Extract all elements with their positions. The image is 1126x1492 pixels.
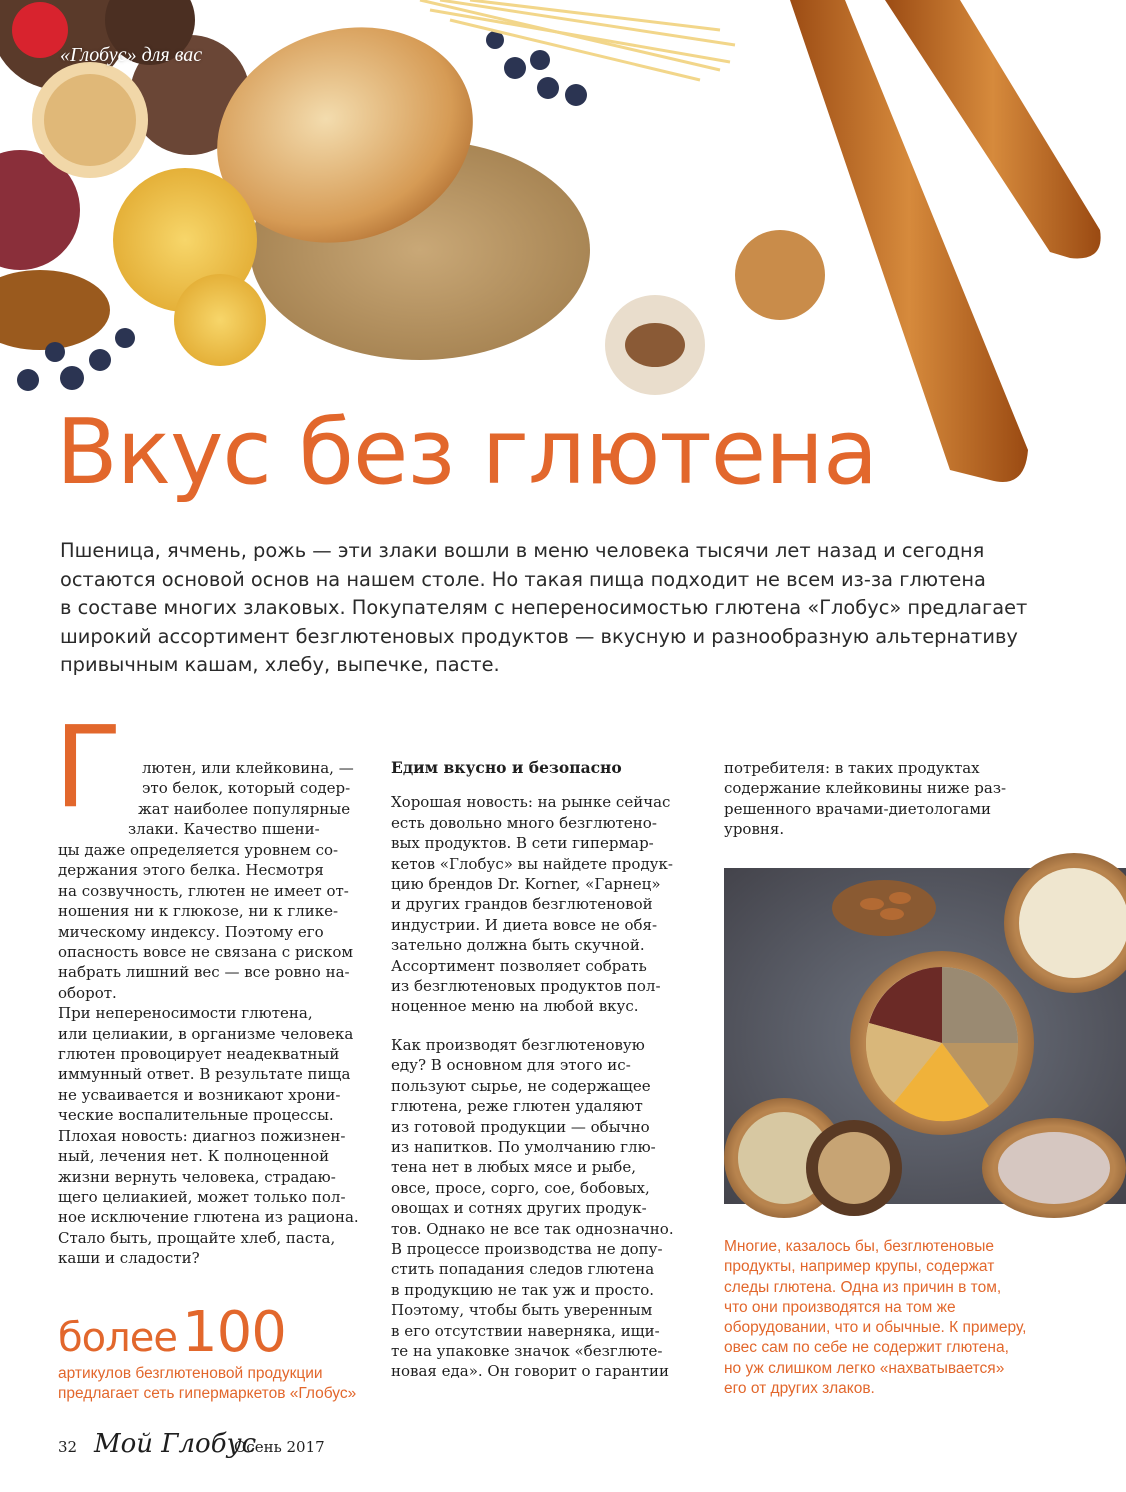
text-line: вых продуктов. В сети гипермар-: [391, 834, 654, 853]
lead-line: Пшеница, ячмень, рожь — эти злаки вошли в меню человека тысячи лет назад и сегодня: [60, 539, 985, 562]
text-line: жизни вернуть человека, страдаю-: [58, 1167, 336, 1186]
text-line: цию брендов Dr. Korner, «Гарнец»: [391, 875, 661, 894]
magazine-logo-text: Мой Глобус: [94, 1429, 257, 1459]
text-line: ноценное меню на любой вкус.: [391, 997, 639, 1016]
caption-line: следы глютена. Одна из причин в том,: [724, 1278, 1002, 1296]
text-line: решенного врачами-диетологами: [724, 799, 992, 818]
column-1-indented: [128, 758, 354, 840]
stat-line: артикулов безглютеновой продукции: [58, 1365, 323, 1382]
text-line: на созвучность, глютен не имеет от-: [58, 881, 349, 900]
text-line: При непереносимости глютена,: [58, 1004, 313, 1023]
text-line: из напитков. По умолчанию глю-: [391, 1137, 656, 1156]
text-line: Стало быть, прощайте хлеб, паста,: [58, 1228, 336, 1247]
text-line: тена нет в любых мясе и рыбе,: [391, 1158, 636, 1177]
text-line: в его отсутствии наверняка, ищи-: [391, 1321, 660, 1340]
stat-description: [58, 1364, 356, 1404]
text-line: еду? В основном для этого ис-: [391, 1056, 631, 1075]
text-line: зательно должна быть скучной.: [391, 936, 645, 955]
text-line: индустрии. И диета вовсе не обя-: [391, 915, 658, 934]
caption-line: его от других злаков.: [724, 1380, 875, 1398]
text-line: и других грандов безглютеновой: [391, 895, 653, 914]
text-line: это белок, который содер-: [142, 779, 351, 798]
lead-line: привычным кашам, хлебу, выпечке, пасте.: [60, 653, 500, 676]
text-line: содержание клейковины ниже раз-: [724, 779, 1007, 798]
text-line: овсе, просе, сорго, сое, бобовых,: [391, 1178, 650, 1197]
caption-line: овес сам по себе не содержит глютена,: [724, 1339, 1009, 1357]
text-line: ное исключение глютена из рациона.: [58, 1208, 359, 1227]
text-line: потребителя: в таких продуктах: [724, 759, 980, 777]
text-line: есть довольно много безглютено-: [391, 813, 657, 832]
paragraph-gap: [391, 1017, 674, 1035]
text-line: Плохая новость: диагноз пожизнен-: [58, 1126, 346, 1145]
lead-line: остаются основой основ на нашем столе. Но такая пища подходит не всем из-за глютена: [60, 567, 986, 591]
issue-season: Осень 2017: [234, 1438, 325, 1456]
photo-caption: [724, 1237, 1026, 1399]
text-line: каши и сладости?: [58, 1249, 200, 1268]
text-line: глютена, реже глютен удаляют: [391, 1097, 643, 1116]
text-line: не усваивается и возникают хрони-: [58, 1085, 341, 1104]
text-line: ношения ни к глюкозе, ни к глике-: [58, 902, 339, 921]
text-line: оборот.: [58, 983, 117, 1002]
column-2: [391, 758, 674, 1382]
text-line: жат наиболее популярные: [138, 799, 351, 818]
section-subhead: Едим вкусно и безопасно: [391, 758, 622, 777]
stat-highlight: [58, 1300, 286, 1365]
caption-line: оборудовании, что и обычные. К примеру,: [724, 1319, 1027, 1337]
stat-prefix: более: [58, 1315, 177, 1361]
caption-line: что они производятся на том же: [724, 1298, 956, 1316]
caption-line: Многие, казалось бы, безглютеновые: [724, 1238, 994, 1255]
section-kicker: «Глобус» для вас: [60, 44, 203, 66]
text-line: Ассортимент позволяет собрать: [391, 956, 647, 975]
text-line: или целиакии, в организме человека: [58, 1024, 354, 1043]
text-line: цы даже определяется уровнем со-: [58, 841, 339, 859]
article-lead: [60, 537, 1070, 680]
lead-line: широкий ассортимент безглютеновых продуктов — вкусную и разнообразную альтернативу: [60, 624, 1018, 648]
text-line: Хорошая новость: на рынке сейчас: [391, 793, 671, 812]
text-line: лютен, или клейковина, —: [142, 759, 354, 777]
caption-line: но уж слишком легко «нахватывается»: [724, 1359, 1005, 1377]
text-line: из безглютеновых продуктов пол-: [391, 977, 661, 996]
text-line: глютен провоцирует неадекватный: [58, 1045, 340, 1064]
text-line: в продукцию не так уж и просто.: [391, 1280, 655, 1299]
text-line: мическому индексу. Поэтому его: [58, 922, 324, 941]
grains-photo: [724, 868, 1126, 1204]
magazine-logo: [92, 1426, 257, 1460]
text-line: кетов «Глобус» вы найдете продук-: [391, 854, 673, 873]
text-line: ческие воспалительные процессы.: [58, 1106, 334, 1125]
grains-illustration: [724, 868, 1126, 1204]
stat-line: предлагает сеть гипермаркетов «Глобус»: [58, 1385, 357, 1402]
lead-line: в составе многих злаковых. Покупателям с непереносимостью глютена «Глобус» предлагает: [60, 596, 1028, 619]
text-line: пользуют сырье, не содержащее: [391, 1076, 651, 1095]
caption-line: продукты, например крупы, содержат: [724, 1258, 995, 1276]
text-line: ный, лечения нет. К полноценной: [58, 1147, 330, 1166]
text-line: опасность вовсе не связана с риском: [58, 943, 354, 962]
article-title: Вкус без глютена: [56, 400, 878, 505]
text-line: щего целиакией, может только пол-: [58, 1187, 346, 1206]
column-3: [724, 758, 1006, 840]
text-line: из готовой продукции — обычно: [391, 1117, 650, 1136]
text-line: Поэтому, чтобы быть уверенным: [391, 1301, 653, 1320]
page-number: 32: [58, 1438, 78, 1456]
text-line: уровня.: [724, 820, 785, 839]
text-line: держания этого белка. Несмотря: [58, 861, 324, 880]
text-line: злаки. Качество пшени-: [128, 820, 320, 839]
text-line: овощах и сотнях других продук-: [391, 1199, 647, 1218]
stat-number: 100: [182, 1300, 286, 1365]
text-line: набрать лишний вес — все ровно на-: [58, 963, 350, 982]
column-1: [58, 840, 359, 1269]
text-line: тов. Однако не все так однозначно.: [391, 1219, 674, 1238]
text-line: новая еда». Он говорит о гарантии: [391, 1362, 669, 1381]
dropcap-letter: Г: [54, 703, 123, 833]
text-line: те на упаковке значок «безглюте-: [391, 1341, 663, 1360]
text-line: иммунный ответ. В результате пища: [58, 1065, 351, 1084]
text-line: Как производят безглютеновую: [391, 1035, 645, 1054]
text-line: В процессе производства не допу-: [391, 1239, 663, 1258]
text-line: стить попадания следов глютена: [391, 1260, 655, 1279]
